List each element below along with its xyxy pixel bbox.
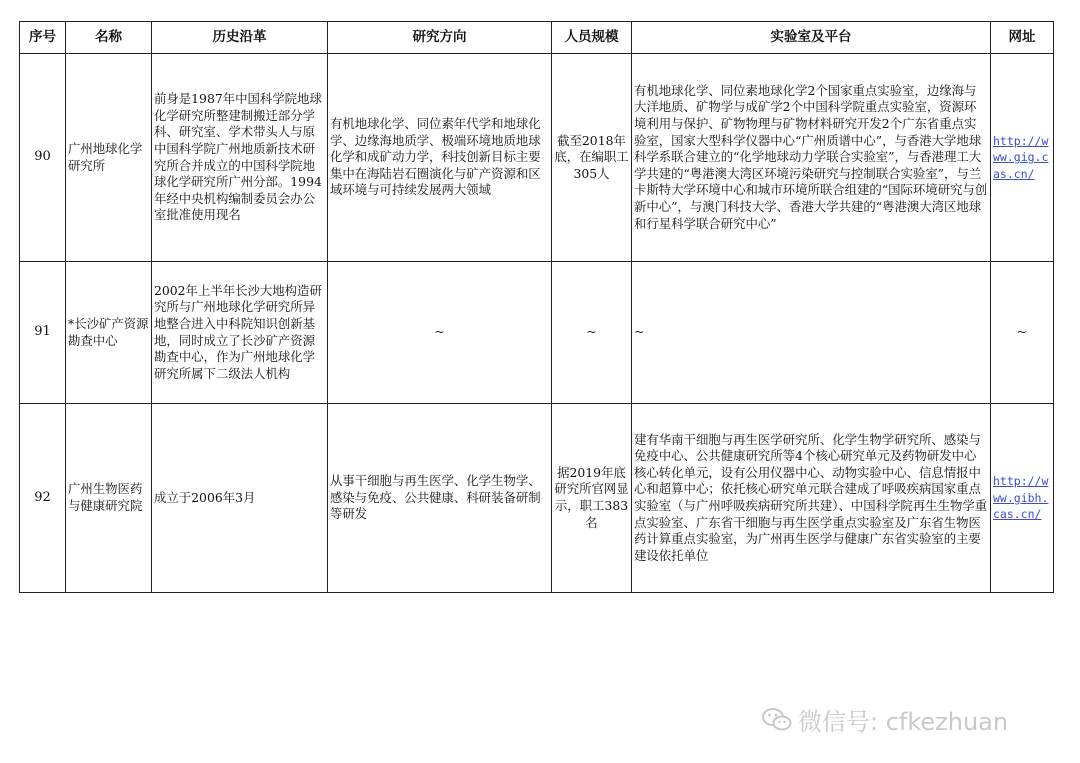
table-row [20, 54, 1054, 262]
institute-name: *长沙矿产资源勘查中心 [66, 262, 152, 404]
direction-cell: 从事干细胞与再生医学、化学生物学、感染与免疫、公共健康、科研装备研制等研发 [328, 404, 552, 593]
history-cell: 前身是1987年中国科学院地球化学研究所整建制搬迁部分学科、研究室、学术带头人与原中国科学院广州地质新技术研究所合并成立的中国科学院地球化学研究所广州分部。1994年经中央机构编制委员会办公室批准使用现名 [152, 54, 328, 262]
header-staff: 人员规模 [552, 22, 632, 54]
wechat-watermark [762, 702, 1008, 737]
institute-table [19, 21, 1054, 593]
direction-cell: ~ [328, 262, 552, 404]
row-number: 92 [20, 404, 66, 593]
website-link[interactable]: http://www.gig.cas.cn/ [993, 133, 1049, 181]
header-direction: 研究方向 [328, 22, 552, 54]
institute-name: 广州生物医药与健康研究院 [66, 404, 152, 593]
labs-cell: 有机地球化学、同位素地球化学2个国家重点实验室，边缘海与大洋地质、矿物学与成矿学2个中国科学院重点实验室，资源环境利用与保护、矿物物理与矿物材料研究开发2个广东省重点实验室，国家大型科学仪器中心“广州质谱中心”，与香港大学地球科学系联合建立的“化学地球动力学联合实验室”，与香港理工大学共建的“粤港澳大湾区环境污染研究与控制联合实验室”，与兰卡斯特大学环境中心和城市环境所联合组建的“国际环境研究与创新中心”，与澳门科技大学、香港大学共建的“粤港澳大湾区地球和行星科学联合研究中心” [632, 54, 991, 262]
staff-cell: 截至2018年底，在编职工305人 [552, 54, 632, 262]
staff-cell: ~ [552, 262, 632, 404]
header-labs: 实验室及平台 [632, 22, 991, 54]
url-cell: ~ [991, 262, 1054, 404]
header-row [20, 22, 1054, 54]
history-cell: 成立于2006年3月 [152, 404, 328, 593]
header-name: 名称 [66, 22, 152, 54]
url-cell [991, 404, 1054, 593]
institute-name: 广州地球化学研究所 [66, 54, 152, 262]
labs-cell: ~ [632, 262, 991, 404]
direction-cell: 有机地球化学、同位素年代学和地球化学、边缘海地质学、极端环境地质地球化学和成矿动力学，科技创新目标主要集中在海陆岩石圈演化与矿产资源和区域环境与可持续发展两大领域 [328, 54, 552, 262]
table-row [20, 262, 1054, 404]
labs-cell: 建有华南干细胞与再生医学研究所、化学生物学研究所、感染与免疫中心、公共健康研究所等4个核心研究单元及药物研发中心核心转化单元，设有公用仪器中心、动物实验中心、信息情报中心和超算中心；依托核心研究单元联合建成了呼吸疾病国家重点实验室（与广州呼吸疾病研究所共建）、中国科学院再生生物学重点实验室、广东省干细胞与再生医学重点实验室及广东省生物医药计算重点实验室，为广州再生医学与健康广东省实验室的主要建设依托单位 [632, 404, 991, 593]
row-number: 90 [20, 54, 66, 262]
history-cell: 2002年上半年长沙大地构造研究所与广州地球化学研究所异地整合进入中科院知识创新基地，同时成立了长沙矿产资源勘查中心，作为广州地球化学研究所属下二级法人机构 [152, 262, 328, 404]
url-cell [991, 54, 1054, 262]
staff-cell: 据2019年底研究所官网显示，职工383名 [552, 404, 632, 593]
header-no: 序号 [20, 22, 66, 54]
wechat-icon [762, 707, 792, 733]
row-number: 91 [20, 262, 66, 404]
watermark-text: 微信号: cfkezhuan [798, 708, 1009, 736]
header-history: 历史沿革 [152, 22, 328, 54]
website-link[interactable]: http://www.gibh.cas.cn/ [993, 474, 1049, 522]
header-url: 网址 [991, 22, 1054, 54]
table-row [20, 404, 1054, 593]
